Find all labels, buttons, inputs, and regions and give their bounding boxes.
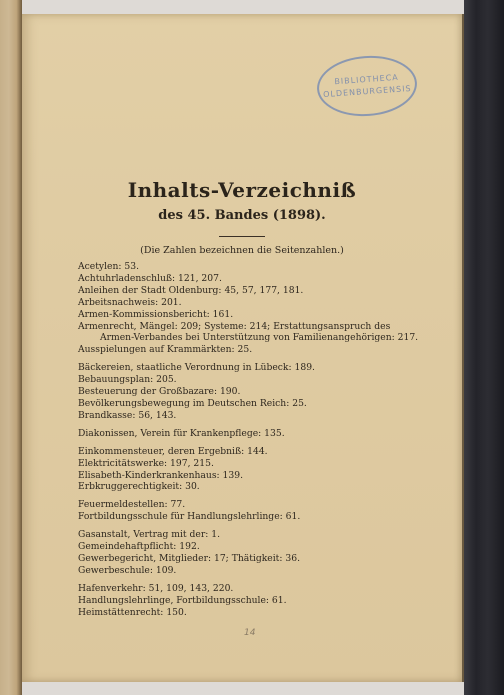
- index-entry: Bebauungsplan: 205.: [78, 374, 177, 386]
- index-entry: Gewerbeschule: 109.: [78, 564, 177, 576]
- index-entry: Gewerbegericht, Mitglieder: 17; Thätigkeit: 36.: [78, 552, 300, 564]
- index-entry: Elektricitätswerke: 197, 215.: [78, 457, 214, 469]
- index-entry: Achtuhrladenschluß: 121, 207.: [78, 272, 222, 284]
- index-note: (Die Zahlen bezeichnen die Seitenzahlen.): [140, 245, 344, 256]
- index-entry: Bäckereien, staatliche Verordnung in Lübeck: 189.: [78, 362, 315, 374]
- index-entry: Heimstättenrecht: 150.: [78, 606, 187, 618]
- book-page: [22, 14, 462, 682]
- page-title: Inhalts-Verzeichniß: [127, 178, 357, 202]
- index-entry: Feuermeldestellen: 77.: [78, 499, 186, 511]
- index-entry: Einkommensteuer, deren Ergebniß: 144.: [78, 445, 268, 457]
- index-entry: Acetylen: 53.: [78, 261, 140, 272]
- index-entry: Anleihen der Stadt Oldenburg: 45, 57, 177, 181.: [78, 284, 304, 296]
- index-entry: Diakonissen, Verein für Krankenpflege: 135.: [78, 427, 285, 439]
- index-entry: Armenrecht, Mängel: 209; Systeme: 214; Erstattungsanspruch des: [78, 320, 391, 332]
- index-entry: Fortbildungsschule für Handlungslehrlinge: 61.: [78, 511, 301, 523]
- index-entry: Besteuerung der Großbazare: 190.: [78, 386, 241, 398]
- book-binding-left: [0, 0, 22, 695]
- index-entry: Elisabeth-Kinderkrankenhaus: 139.: [78, 469, 244, 481]
- pencil-mark: 14: [244, 628, 256, 638]
- book-binding-right: [464, 0, 504, 695]
- stamp-line-1: BIBLIOTHECA: [334, 72, 400, 87]
- index-entry: Armen-Verbandes bei Unterstützung von Familienangehörigen: 217.: [100, 332, 419, 344]
- index-entry: Arbeitsnachweis: 201.: [78, 296, 182, 308]
- index-entry: Erbkruggerechtigkeit: 30.: [78, 481, 200, 493]
- title-divider: [219, 236, 265, 237]
- index-entry: Gemeindehaftpflicht: 192.: [78, 541, 200, 553]
- library-stamp: [315, 53, 419, 120]
- page-subtitle: des 45. Bandes (1898).: [158, 208, 326, 223]
- index-entry: Armen-Kommissionsbericht: 161.: [78, 308, 234, 320]
- index-list: [78, 261, 419, 618]
- index-entry: Handlungslehrlinge, Fortbildungsschule: 61.: [78, 594, 287, 606]
- index-entry: Gasanstalt, Vertrag mit der: 1.: [78, 529, 221, 541]
- index-entry: Ausspielungen auf Krammärkten: 25.: [78, 344, 253, 356]
- index-entry: Hafenverkehr: 51, 109, 143, 220.: [78, 582, 234, 594]
- index-entry: Bevölkerungsbewegung im Deutschen Reich: 25.: [78, 397, 307, 409]
- index-entry: Brandkasse: 56, 143.: [78, 409, 177, 421]
- stamp-line-2: OLDENBURGENSIS: [322, 83, 412, 100]
